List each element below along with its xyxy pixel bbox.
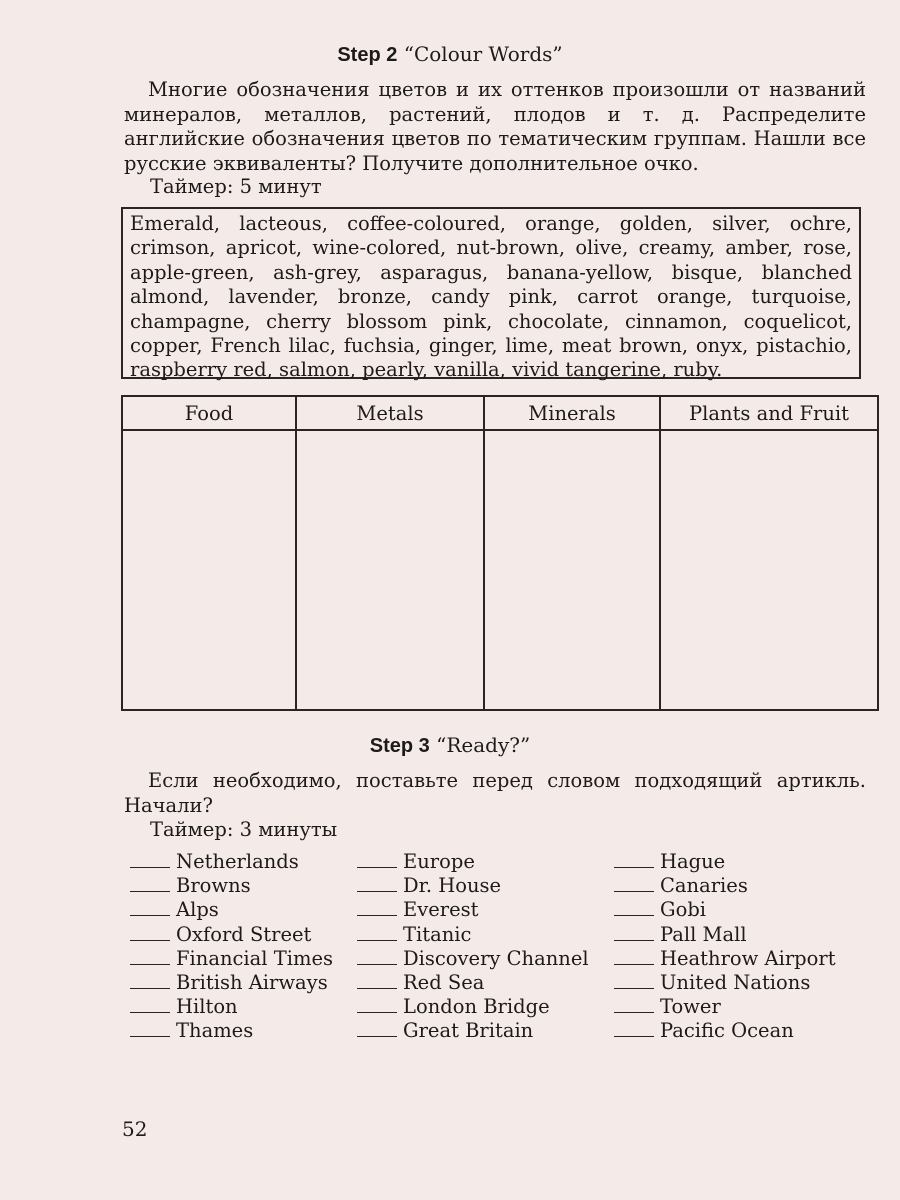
list-item [357, 923, 589, 947]
list-item-text: Hilton [176, 995, 238, 1019]
list-item-text: Thames [176, 1019, 254, 1043]
answer-blank[interactable] [130, 876, 170, 892]
list-item [614, 971, 836, 995]
table-cell-metals[interactable] [296, 430, 484, 710]
list-item-text: Netherlands [176, 850, 299, 873]
answer-blank[interactable] [357, 925, 397, 941]
answer-blank[interactable] [357, 997, 397, 1013]
list-item [357, 874, 589, 898]
table-header-metals: Metals [296, 396, 484, 430]
list-item-text: Discovery Channel [403, 946, 589, 970]
step2-label: Step 2 [337, 44, 398, 66]
answer-blank[interactable] [130, 949, 170, 965]
list-item [130, 874, 333, 898]
answer-blank[interactable] [130, 852, 170, 868]
step3-label: Step 3 [369, 735, 430, 757]
list-item [614, 923, 836, 947]
table-header-plants-fruit: Plants and Fruit [660, 396, 878, 430]
list-item-text: Heathrow Airport [660, 946, 836, 970]
list-item [357, 898, 589, 922]
answer-blank[interactable] [130, 997, 170, 1013]
list-item [130, 995, 333, 1019]
table-header-food: Food [122, 396, 296, 430]
answer-blank[interactable] [357, 852, 397, 868]
list-item [130, 898, 333, 922]
list-item [614, 947, 836, 971]
step3-timer: Таймер: 3 минуты [150, 818, 338, 841]
list-item [130, 971, 333, 995]
list-item [614, 850, 836, 874]
list-item [130, 1019, 333, 1043]
list-item-text: Red Sea [403, 970, 485, 994]
step3-heading [0, 733, 900, 758]
colour-words-box: Emerald, lacteous, coffee-coloured, orange, golden, silver, ochre, crimson, apricot, wine-colored, nut-brown, olive, creamy, amber, rose, apple-green, ash-grey, asparagus, banana-yellow, bisque, blanched almond, lavender, bronze, candy pink, carrot orange, turquoise, champagne, cherry blossom pink, chocolate, cinnamon, coquelicot, copper, French lilac, fuchsia, ginger, lime, meat brown, onyx, pistachio, raspberry red, salmon, pearly, vanilla, vivid tangerine, ruby. [121, 207, 861, 379]
article-column-3 [614, 850, 836, 1044]
answer-blank[interactable] [614, 900, 654, 916]
list-item-text: Pacific Ocean [660, 1019, 794, 1043]
list-item-text: Dr. House [403, 874, 502, 898]
list-item [357, 947, 589, 971]
answer-blank[interactable] [130, 1021, 170, 1037]
step2-instructions: Многие обозначения цветов и их оттенков произошли от названий минералов, металлов, растений, плодов и т. д. Распределите английские обозначения цветов по тематическим группам. Нашли все русские эквиваленты? Получите дополнительное очко. [124, 78, 866, 175]
list-item-text: Europe [403, 850, 475, 873]
colour-sort-table [121, 395, 879, 711]
list-item [130, 947, 333, 971]
list-item-text: Oxford Street [176, 922, 312, 946]
list-item-text: Gobi [660, 898, 707, 922]
answer-blank[interactable] [130, 925, 170, 941]
answer-blank[interactable] [357, 876, 397, 892]
list-item-text: Hague [660, 850, 726, 873]
answer-blank[interactable] [357, 1021, 397, 1037]
step3-instructions: Если необходимо, поставьте перед словом подходящий артикль. Начали? [124, 769, 866, 817]
step2-heading [0, 42, 900, 67]
answer-blank[interactable] [614, 949, 654, 965]
list-item-text: Everest [403, 898, 479, 922]
answer-blank[interactable] [130, 900, 170, 916]
list-item [614, 898, 836, 922]
answer-blank[interactable] [614, 997, 654, 1013]
answer-blank[interactable] [357, 973, 397, 989]
list-item-text: Alps [176, 898, 219, 922]
answer-blank[interactable] [614, 925, 654, 941]
list-item-text: Canaries [660, 874, 748, 898]
list-item [130, 850, 333, 874]
step3-title: “Ready?” [436, 733, 531, 757]
list-item-text: Financial Times [176, 946, 334, 970]
list-item-text: Great Britain [403, 1019, 534, 1043]
answer-blank[interactable] [357, 949, 397, 965]
page-number: 52 [122, 1117, 148, 1141]
table-cell-plants-fruit[interactable] [660, 430, 878, 710]
list-item-text: British Airways [176, 970, 328, 994]
answer-blank[interactable] [614, 973, 654, 989]
list-item-text: Browns [176, 874, 251, 898]
list-item [614, 1019, 836, 1043]
list-item [357, 850, 589, 874]
list-item [614, 874, 836, 898]
article-column-1 [130, 850, 333, 1044]
answer-blank[interactable] [357, 900, 397, 916]
list-item [130, 923, 333, 947]
article-column-2 [357, 850, 589, 1044]
table-cell-food[interactable] [122, 430, 296, 710]
list-item [357, 1019, 589, 1043]
answer-blank[interactable] [614, 1021, 654, 1037]
answer-blank[interactable] [130, 973, 170, 989]
list-item-text: Pall Mall [660, 922, 747, 946]
list-item-text: Titanic [403, 922, 472, 946]
answer-blank[interactable] [614, 876, 654, 892]
list-item-text: Tower [660, 995, 721, 1019]
table-header-minerals: Minerals [484, 396, 660, 430]
list-item-text: United Nations [660, 970, 811, 994]
list-item-text: London Bridge [403, 995, 550, 1019]
step2-timer: Таймер: 5 минут [150, 175, 322, 198]
table-cell-minerals[interactable] [484, 430, 660, 710]
list-item [614, 995, 836, 1019]
step2-title: “Colour Words” [403, 42, 563, 66]
list-item [357, 971, 589, 995]
list-item [357, 995, 589, 1019]
answer-blank[interactable] [614, 852, 654, 868]
